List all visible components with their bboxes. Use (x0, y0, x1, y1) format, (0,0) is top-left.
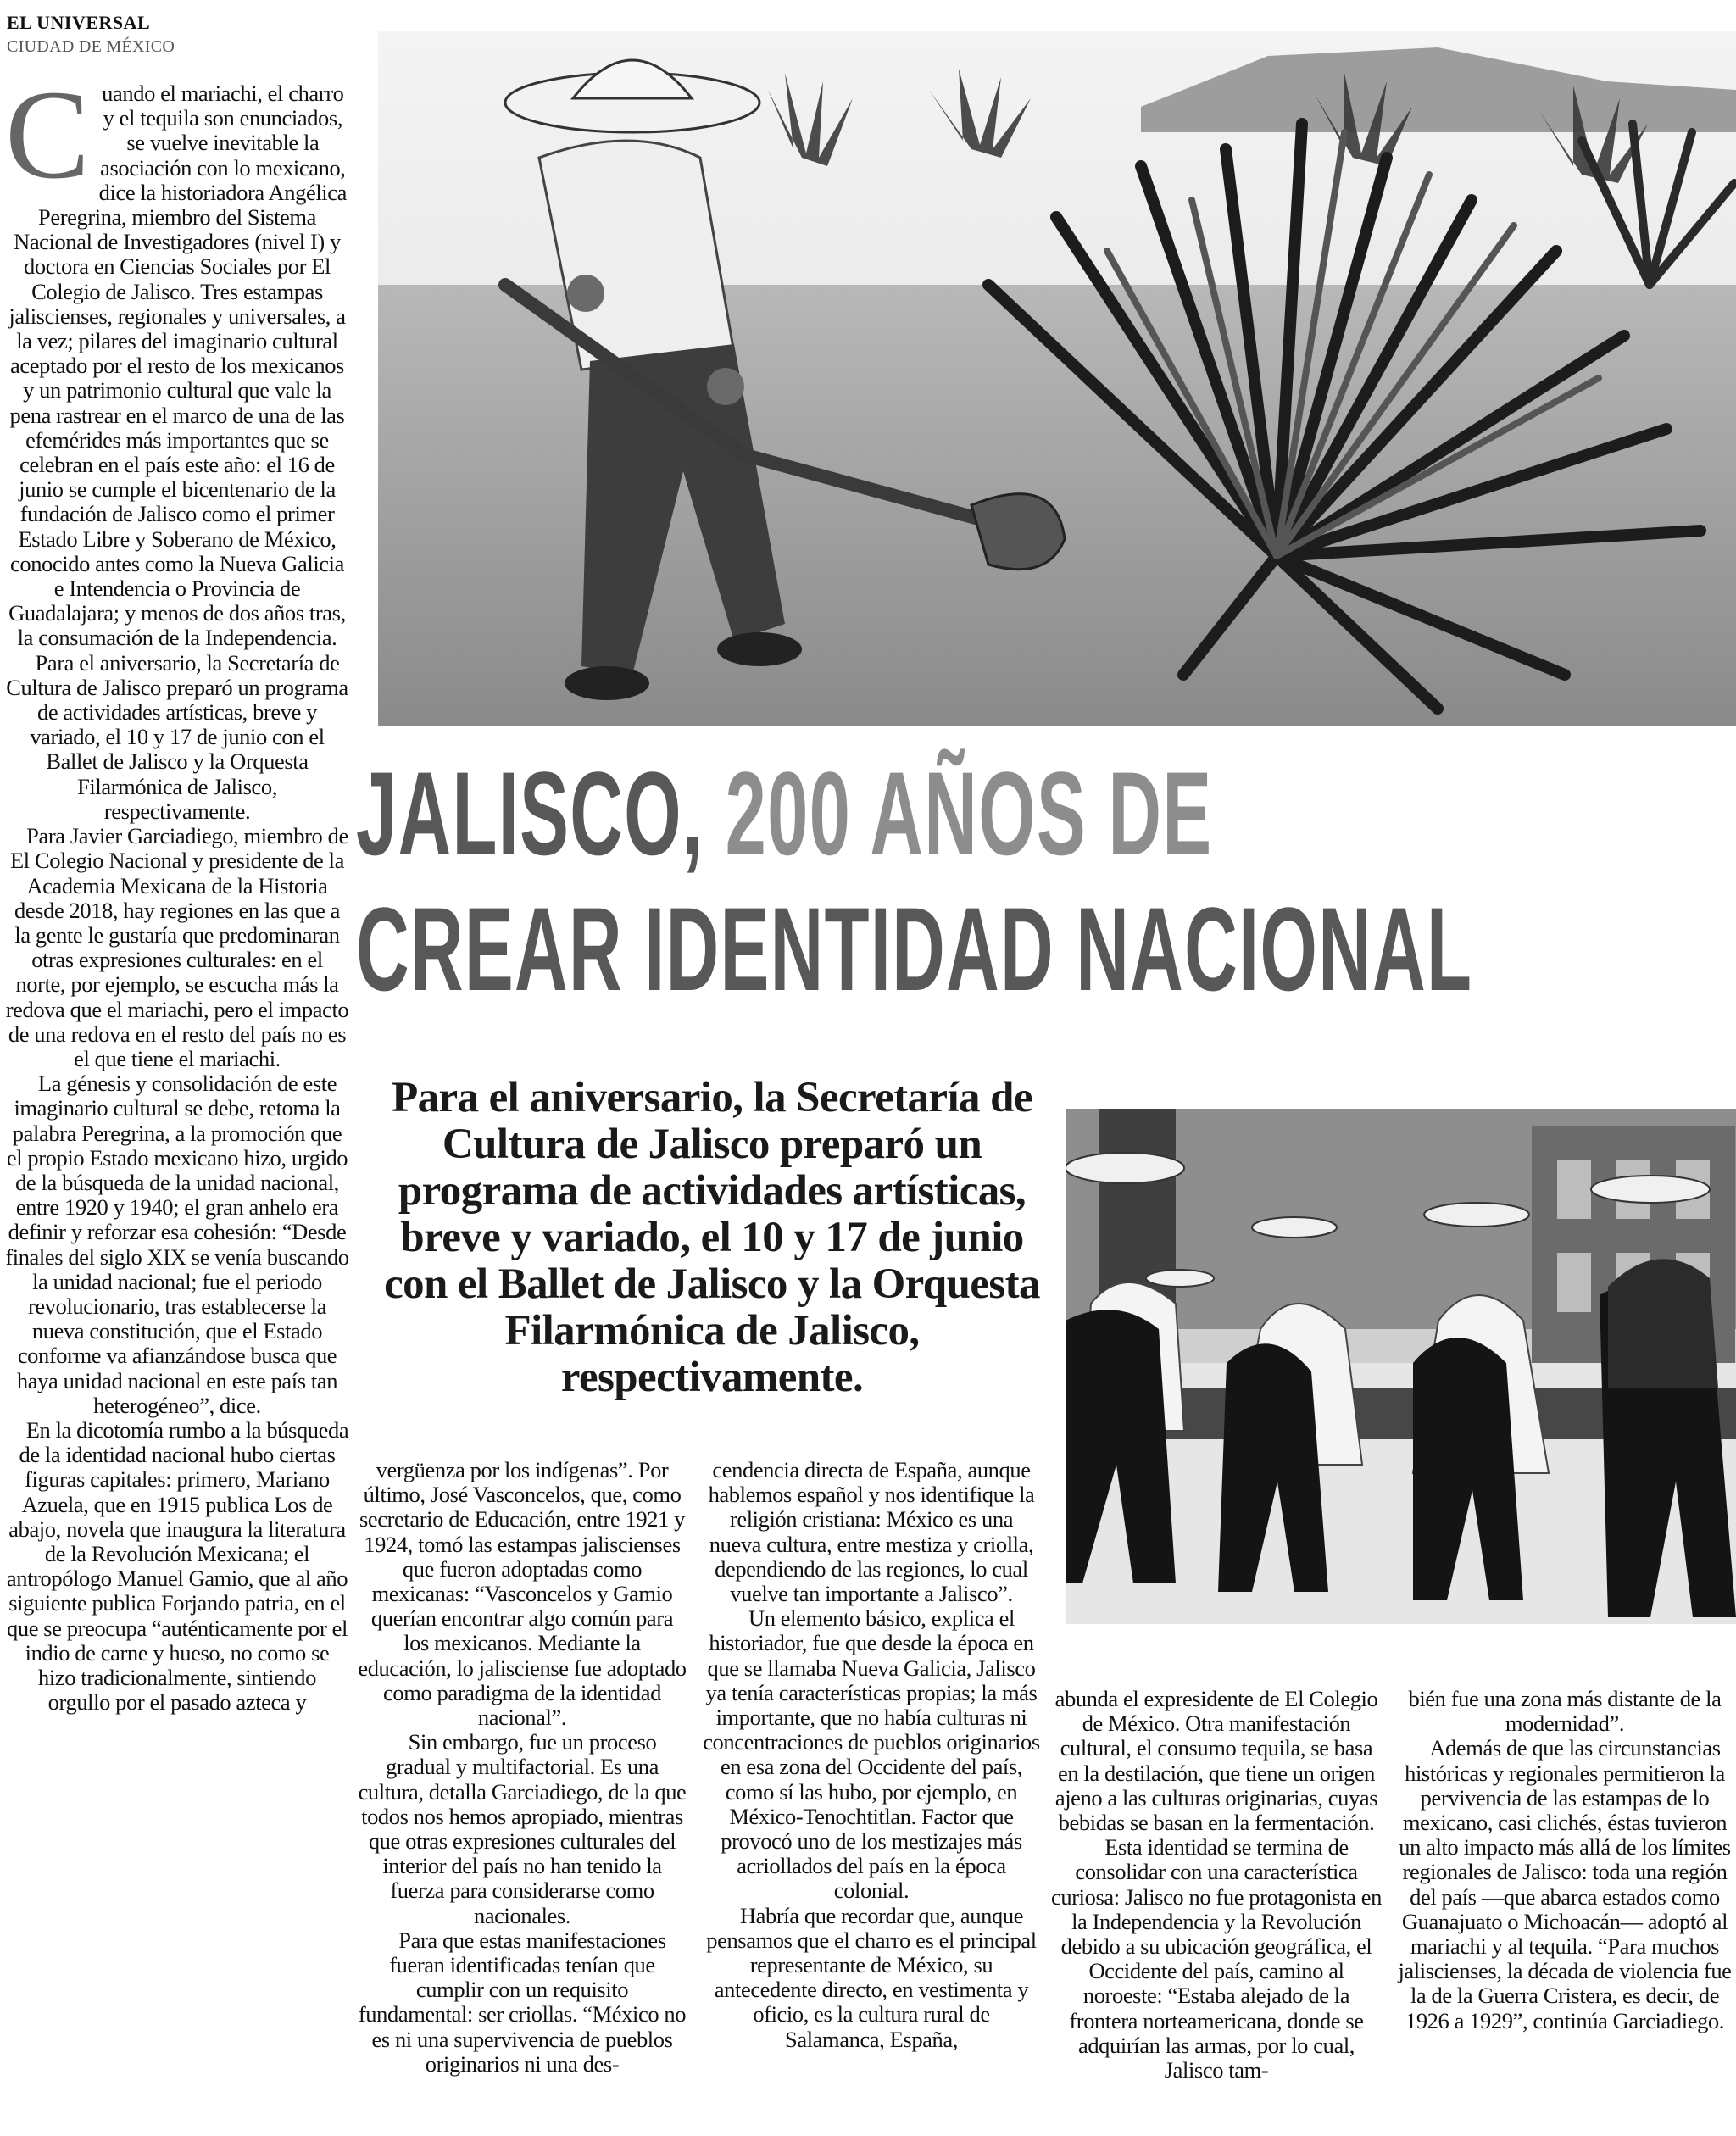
paragraph: Además de que las circunstancias históricas y regionales permitieron la pervivencia de las estampas de lo mexicano, casi clichés, éstas tuvieron un alto impacto más allá de los límites regionales de Jalisco: toda una región del país —que abarca estados como Guanajuato o Michoacán— adoptó al mariachi y al tequila. “Para muchos jaliscienses, la década de violencia fue la de la Guerra Cristera, es decir, de 1926 a 1929”, continúa Garciadiego. (1398, 1735, 1732, 2033)
charros-parade-illustration (1066, 1109, 1736, 1624)
paragraph: Esta identidad se termina de consolidar con una característica curiosa: Jalisco no fue protagonista en la Independencia y la Revolución debido a su ubicación geográfica, el Occidente del país, camino al noroeste: “Estaba alejado de la frontera norteamericana, donde se adquirían las armas, por lo cual, Jalisco tam- (1051, 1834, 1382, 2083)
paragraph: Para el aniversario, la Secretaría de Cultura de Jalisco preparó un programa de actividades artísticas, breve y variado, el 10 y 17 de junio con el Ballet de Jalisco y la Orquesta Filarmónica de Jalisco, respectivamente. (6, 649, 348, 824)
headline-part-1: JALISCO, (356, 747, 726, 880)
paragraph: Sin embargo, fue un proceso gradual y multifactorial. Es una cultura, detalla Garciadiego, de la que todos nos hemos apropiado, mientras que otras expresiones culturales del interior del país no han tenido la fuerza para considerarse como nacionales. (358, 1729, 687, 1928)
agave-harvest-illustration (378, 31, 1736, 726)
paragraph: En la dicotomía rumbo a la búsqueda de la identidad nacional hubo ciertas figuras capitales: primero, Mariano Azuela, que en 1915 publica Los de abajo, novela que inaugura la literatura de la Revolución Mexicana; el antropólogo Manuel Gamio, que al año siguiente publica Forjando patria, en el que se preocupa “auténticamente por el indio de carne y hueso, no como se hizo tradicionalmente, sintiendo orgullo por el pasado azteca y (6, 1416, 349, 1716)
headline-part-2: 200 AÑOS DE (725, 747, 1213, 880)
drop-cap: C (5, 81, 90, 205)
paragraph: uando el mariachi, el charro y el tequila son enunciados, se vuelve inevitable la asociación con lo mexicano, dice la historiadora Angélica Peregrina, miembro del Sistema Nacional de Investigadores (nivel I) y doctora en Ciencias Sociales por El Colegio de Jalisco. Tres estampas jaliscienses, regionales y universales, a la vez; pilares del imaginario cultural aceptado por el resto de los mexicanos y un patrimonio cultural que vale la pena rastrear en el marco de una de las efemérides más importantes que se celebran en el país este año: el 16 de junio se cumple el bicentenario de la fundación de Jalisco como el primer Estado Libre y Soberano de México, conocido antes como la Nueva Galicia e Intendencia o Provincia de Guadalajara; y menos de dos años tras, la consumación de la Independencia. (8, 81, 347, 651)
dateline: CIUDAD DE MÉXICO (7, 37, 175, 56)
paragraph: cendencia directa de España, aunque hablemos español y nos identifique la religión cristiana: México es una nueva cultura, entre mestiza y criolla, dependiendo de las regiones, lo cual vuelve tan importante a Jalisco”. (708, 1458, 1035, 1607)
article-column-5 (1397, 1687, 1733, 2132)
paragraph: Para Javier Garciadiego, miembro de El Colegio Nacional y presidente de la Academia Mexicana de la Historia desde 2018, hay regiones en las que a la gente le gustaría que predominaran otras expresiones culturales: en el norte, por ejemplo, se escucha más la redova que el mariachi, pero el impacto de una redova en el resto del país no es el que tiene el mariachi. (5, 823, 349, 1071)
paragraph: bién fue una zona más distante de la modernidad”. (1408, 1687, 1722, 1737)
paragraph: La génesis y consolidación de este imaginario cultural se debe, retoma la palabra Peregrina, a la promoción que el propio Estado mexicano hizo, urgido de la búsqueda de la unidad nacional, entre 1920 y 1940; el gran anhelo era definir y reforzar esa cohesión: “Desde finales del siglo XIX se venía buscando la unidad nacional; fue el periodo revolucionario, tras establecerse la nueva constitución, que el Estado conforme va afianzándose busca que haya unidad nacional en este país tan heterogéneo”, dice. (5, 1071, 349, 1418)
paragraph: abunda el expresidente de El Colegio de México. Otra manifestación cultural, el consumo tequila, se basa en la destilación, que tiene un origen ajeno a las culturas originarias, cuyas bebidas se basan en la fermentación. (1054, 1687, 1378, 1836)
agave-harvest-photo (378, 31, 1736, 726)
headline-line-2: CREAR IDENTIDAD NACIONAL (356, 882, 1473, 1015)
paragraph: Habría que recordar que, aunque pensamos que el charro es el principal representante de México, su antecedente directo, en vestimenta y oficio, es la cultura rural de Salamanca, España, (706, 1902, 1037, 2052)
article-column-2 (358, 1458, 687, 2132)
newspaper-brand: EL UNIVERSAL (7, 12, 151, 33)
deck-summary: Para el aniversario, la Secretaría de Cultura de Jalisco preparó un programa de actividades artísticas, breve y variado, el 10 y 17 de junio con el Ballet de Jalisco y la Orquesta Filarmónica de Jalisco, respectivamente. (384, 1074, 1040, 1401)
article-column-3 (702, 1458, 1041, 2132)
paragraph: vergüenza por los indígenas”. Por último, José Vasconcelos, que, como secretario de Educación, entre 1921 y 1924, tomó las estampas jaliscienses que fueron adoptadas como mexicanas: “Vasconcelos y Gamio querían encontrar algo común para los mexicanos. Mediante la educación, lo jalisciense fue adoptado como paradigma de la identidad nacional”. (358, 1458, 687, 1731)
paragraph: Un elemento básico, explica el historiador, fue que desde la época en que se llamaba Nueva Galicia, Jalisco ya tenía características propias; la más importante, que no había culturas ni concentraciones de pueblos originarios en esa zona del Occidente del país, como sí las hubo, por ejemplo, en México-Tenochtitlan. Factor que provocó uno de los mestizajes más acriollados del país en la época colonial. (703, 1605, 1040, 1904)
article-column-1 (5, 81, 349, 2133)
paragraph: Para que estas manifestaciones fueran identificadas tenían que cumplir con un requisito fundamental: ser criollas. “México no es ni una supervivencia de pueblos originarios ni una des- (358, 1927, 687, 2077)
charros-parade-photo (1066, 1109, 1736, 1624)
headline-line-1 (356, 747, 1213, 880)
article-column-4 (1051, 1687, 1382, 2132)
